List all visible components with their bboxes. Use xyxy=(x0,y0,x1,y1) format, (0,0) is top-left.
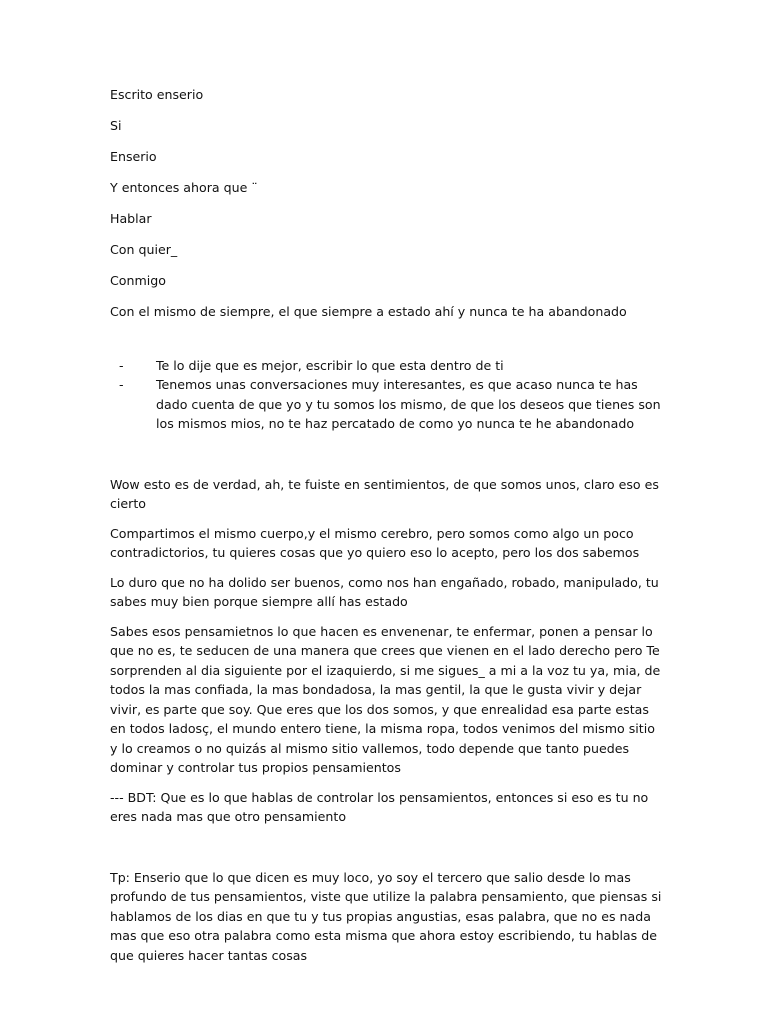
blank-space xyxy=(110,434,665,475)
paragraph: Sabes esos pensamietnos lo que hacen es envenenar, te enfermar, ponen a pensar lo que no es, te seducen de una manera que crees que vienen en el lado derecho pero Te sorprenden al dia siguiente por el izaquierdo, si me sigues_ a mi a la voz tu ya, mia, de todos la mas confiada, la mas bondadosa, la mas gentil, la que le gusta vivir y dejar vivir, es parte que soy. Que eres que los dos somos, y que enrealidad esa parte estas en todos ladosç, el mundo entero tiene, la misma ropa, todos venimos del mismo sitio y lo creamos o no quizás al mismo sitio vallemos, todo depende que tanto puedes dominar y controlar tus propios pensamientos xyxy=(110,623,661,775)
blank-space xyxy=(110,322,665,356)
text-line: Si xyxy=(110,118,122,133)
list-item xyxy=(110,356,665,376)
paragraph: Compartimos el mismo cuerpo,y el mismo cerebro, pero somos como algo un poco contradictorios, tu quieres cosas que yo quiero eso lo acepto, pero los dos sabemos xyxy=(110,525,640,560)
text-line: Con el mismo de siempre, el que siempre a estado ahí y nunca te ha abandonado xyxy=(110,304,627,319)
text-line: Con quier_ xyxy=(110,242,178,257)
blank-space xyxy=(110,827,665,868)
list-item-text: Tenemos unas conversaciones muy interesantes, es que acaso nunca te has dado cuenta de que yo y tu somos los mismo, de que los deseos que tienes son los mismos mios, no te haz percatado de como yo nunca te he abandonado xyxy=(156,377,661,431)
paragraph: --- BDT: Que es lo que hablas de controlar los pensamientos, entonces si eso es tu no eres nada mas que otro pensamiento xyxy=(110,789,649,824)
dash-marker: - xyxy=(119,357,124,373)
text-line: Hablar xyxy=(110,211,152,226)
document-page xyxy=(110,85,665,965)
dash-list xyxy=(110,356,665,434)
paragraph: Tp: Enserio que lo que dicen es muy loco, yo soy el tercero que salio desde lo mas profundo de tus pensamientos, viste que utilize la palabra pensamiento, que piensas si hablamos de los dias en que tu y tus propias angustias, esas palabra, que no es nada mas que eso otra palabra como esta misma que ahora estoy escribiendo, tu hablas de que quieres hacer tantas cosas xyxy=(110,869,662,963)
paragraph: Wow esto es de verdad, ah, te fuiste en sentimientos, de que somos unos, claro eso es cierto xyxy=(110,476,659,511)
paragraph: Lo duro que no ha dolido ser buenos, como nos han engañado, robado, manipulado, tu sabes muy bien porque siempre allí has estado xyxy=(110,574,659,609)
list-item xyxy=(110,375,665,434)
text-line: Conmigo xyxy=(110,273,166,288)
text-line: Y entonces ahora que ¨ xyxy=(110,180,258,195)
document-title-line: Escrito enserio xyxy=(110,87,204,102)
text-line: Enserio xyxy=(110,149,157,164)
list-item-text: Te lo dije que es mejor, escribir lo que esta dentro de ti xyxy=(156,357,504,373)
dash-marker: - xyxy=(119,377,124,392)
